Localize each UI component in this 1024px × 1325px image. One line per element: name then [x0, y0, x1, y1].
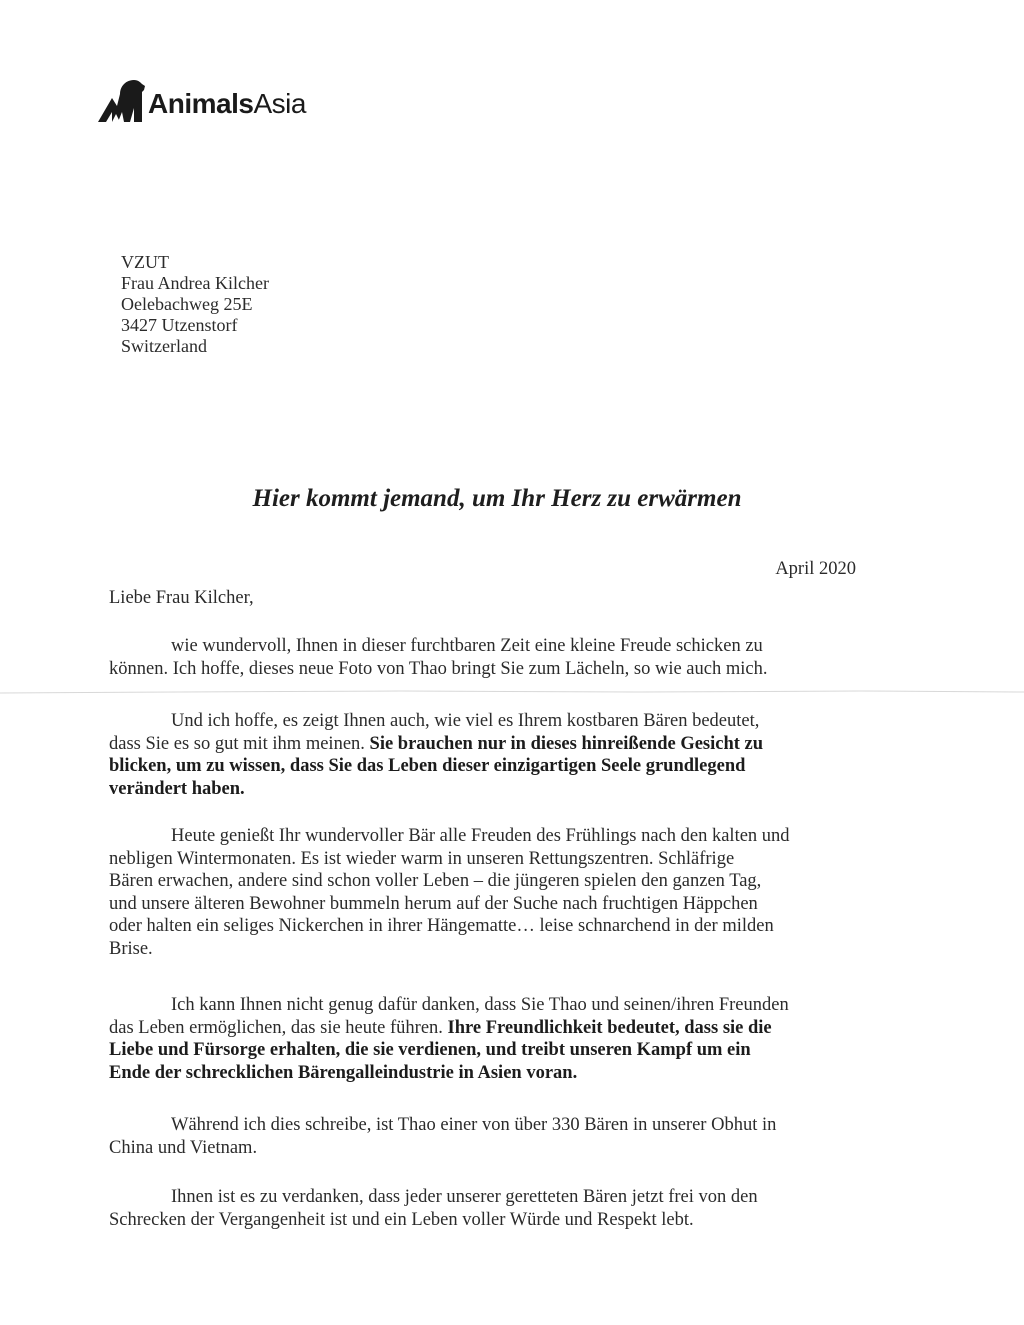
letter-title — [0, 485, 1024, 513]
brand-wordmark — [148, 90, 306, 122]
emphasis-text: Sie brauchen nur in dieses hinreißende Gesicht zu — [369, 733, 764, 754]
paper-fold-line — [0, 688, 1024, 696]
brand-bold: Animals — [148, 88, 254, 119]
bear-mountain-logo-icon — [98, 76, 146, 122]
address-line: VZUT — [121, 252, 169, 272]
paragraph-line: wie wundervoll, Ihnen in dieser furchtbaren Zeit eine kleine Freude schicken zu — [171, 636, 763, 656]
paragraph-line: Und ich hoffe, es zeigt Ihnen auch, wie viel es Ihrem kostbaren Bären bedeutet, — [171, 711, 760, 731]
emphasis-text: blicken, um zu wissen, dass Sie das Leben dieser einzigartigen Seele grundlegend — [109, 756, 746, 776]
paragraph-line: und unsere älteren Bewohner bummeln herum auf der Suche nach fruchtigen Häppchen — [109, 893, 758, 914]
animals-asia-logo — [98, 70, 306, 122]
paragraph-text: dass Sie es so gut mit ihm meinen. — [109, 733, 370, 754]
paragraph-line: Bären erwachen, andere sind schon voller Leben – die jüngeren spielen den ganzen Tag, — [109, 871, 762, 891]
paragraph-text: das Leben ermöglichen, das sie heute führen. — [109, 1017, 448, 1038]
address-line: Switzerland — [121, 336, 207, 356]
paragraph-line — [109, 733, 899, 756]
paragraph-3 — [109, 825, 899, 960]
brand-regular: Asia — [253, 88, 306, 119]
paragraph-1 — [109, 635, 899, 680]
paragraph-line — [109, 755, 899, 778]
paragraph-line — [109, 1062, 899, 1085]
paragraph-2 — [109, 710, 899, 800]
emphasis-text: Ihre Freundlichkeit bedeutet, dass sie die — [447, 1017, 772, 1038]
paragraph-line: Während ich dies schreibe, ist Thao einer von über 330 Bären in unserer Obhut in — [171, 1115, 777, 1135]
paragraph-line — [109, 1039, 899, 1062]
paragraph-line: können. Ich hoffe, dieses neue Foto von Thao bringt Sie zum Lächeln, so wie auch mich. — [109, 658, 768, 679]
paragraph-6 — [109, 1186, 899, 1231]
address-line: Frau Andrea Kilcher — [121, 273, 269, 293]
paragraph-line: Ich kann Ihnen nicht genug dafür danken, dass Sie Thao und seinen/ihren Freunden — [171, 995, 789, 1015]
paragraph-line: China und Vietnam. — [109, 1137, 258, 1158]
address-line: Oelebachweg 25E — [121, 294, 253, 314]
letter-date: April 2020 — [775, 559, 856, 579]
paragraph-4 — [109, 994, 899, 1084]
paragraph-line: Heute genießt Ihr wundervoller Bär alle Freuden des Frühlings nach den kalten und — [171, 826, 790, 846]
emphasis-text: Ende der schrecklichen Bärengalleindustrie in Asien voran. — [109, 1062, 578, 1083]
paragraph-line: Ihnen ist es zu verdanken, dass jeder unserer geretteten Bären jetzt frei von den — [171, 1187, 758, 1207]
paragraph-line: oder halten ein seliges Nickerchen in ihrer Hängematte… leise schnarchend in der milden — [109, 916, 774, 936]
address-line: 3427 Utzenstorf — [121, 315, 238, 335]
paragraph-line — [109, 1017, 899, 1040]
paragraph-5 — [109, 1114, 899, 1159]
salutation: Liebe Frau Kilcher, — [109, 588, 254, 608]
paragraph-line: Brise. — [109, 938, 153, 959]
paragraph-line — [109, 778, 899, 801]
paragraph-line: nebligen Wintermonaten. Es ist wieder warm in unseren Rettungszentren. Schläfrige — [109, 848, 735, 869]
recipient-address — [121, 252, 269, 357]
paragraph-line: Schrecken der Vergangenheit ist und ein Leben voller Würde und Respekt lebt. — [109, 1209, 694, 1230]
emphasis-text: Liebe und Fürsorge erhalten, die sie verdienen, und treibt unseren Kampf um ein — [109, 1040, 751, 1060]
letter-title-text: Hier kommt jemand, um Ihr Herz zu erwärmen — [252, 485, 742, 512]
emphasis-text: verändert haben. — [109, 778, 245, 799]
